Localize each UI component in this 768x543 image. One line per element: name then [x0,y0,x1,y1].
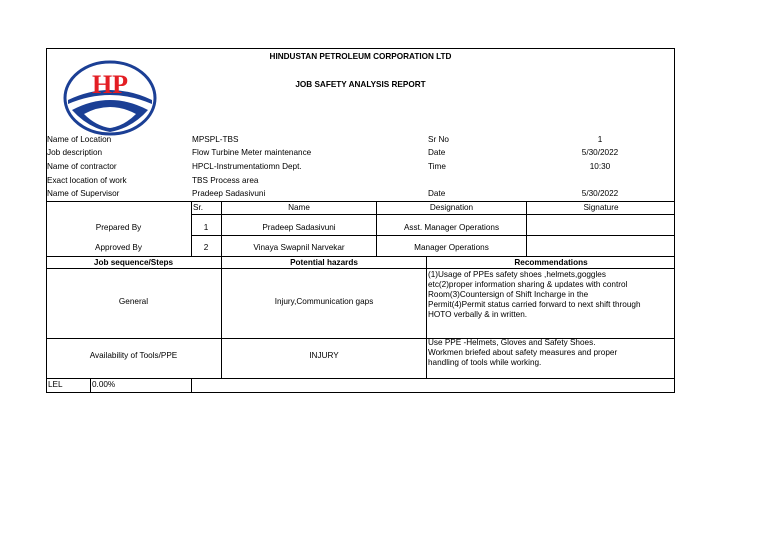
prepared-sr: 1 [203,223,209,232]
job-label: Job description [47,148,103,157]
lel-label: LEL [48,380,63,389]
sr-header: Sr. [193,203,204,212]
lel-value: 0.00% [92,380,116,389]
prepared-name: Pradeep Sadasivuni [262,223,336,232]
signature-header: Signature [583,203,619,212]
date2-value: 5/30/2022 [581,189,619,198]
steps-header: Job sequence/Steps [93,258,174,267]
contractor-value: HPCL-Instrumentatiomn Dept. [192,162,302,171]
recommendation-line: Room(3)Countersign of Shift Incharge in the [428,290,589,299]
divider [46,268,675,269]
contractor-label: Name of contractor [47,162,117,171]
designation-header: Designation [429,203,474,212]
report-title: JOB SAFETY ANALYSIS REPORT [295,80,426,89]
recommendation-line: Workmen briefed about safety measures and proper [428,348,618,357]
hazard-cell: INJURY [309,351,339,360]
srno-value: 1 [597,135,603,144]
supervisor-value: Pradeep Sadasivuni [192,189,266,198]
recommendation-line: etc(2)proper information sharing & updates with control [428,280,628,289]
divider [191,235,675,236]
hazard-cell: Injury,Communication gaps [274,297,374,306]
divider [426,256,427,378]
company-name: HINDUSTAN PETROLEUM CORPORATION LTD [269,52,452,61]
approved-designation: Manager Operations [414,243,489,252]
approved-sr: 2 [203,243,209,252]
location-value: MPSPL-TBS [192,135,239,144]
recommendations-header: Recommendations [514,258,588,267]
hazards-header: Potential hazards [290,258,358,267]
time-value: 10:30 [589,162,611,171]
date2-label: Date [428,189,446,198]
time-label: Time [428,162,446,171]
recommendation-line: (1)Usage of PPEs safety shoes ,helmets,goggles [428,270,606,279]
job-value: Flow Turbine Meter maintenance [192,148,312,157]
approved-by-label: Approved By [95,243,142,252]
exact-location-label: Exact location of work [47,176,127,185]
srno-label: Sr No [428,135,449,144]
step-cell: General [118,297,149,306]
recommendation-line: Permit(4)Permit status carried forward to next shift through [428,300,641,309]
divider [46,201,675,202]
logo-text: HP [91,70,129,99]
prepared-by-label: Prepared By [95,223,142,232]
date-label: Date [428,148,446,157]
step-cell: Availability of Tools/PPE [89,351,178,360]
divider [191,378,192,393]
date-value: 5/30/2022 [581,148,619,157]
exact-location-value: TBS Process area [192,176,259,185]
prepared-designation: Asst. Manager Operations [403,223,500,232]
divider [46,256,675,257]
supervisor-label: Name of Supervisor [47,189,120,198]
approved-name: Vinaya Swapnil Narvekar [253,243,345,252]
hp-logo [62,60,158,136]
recommendation-line: handling of tools while working. [428,358,542,367]
location-label: Name of Location [47,135,112,144]
recommendation-line: Use PPE -Helmets, Gloves and Safety Shoes. [428,338,596,347]
divider [191,214,675,215]
recommendation-line: HOTO verbally & in written. [428,310,528,319]
divider [46,378,675,379]
name-header: Name [288,203,310,212]
divider [90,378,91,393]
